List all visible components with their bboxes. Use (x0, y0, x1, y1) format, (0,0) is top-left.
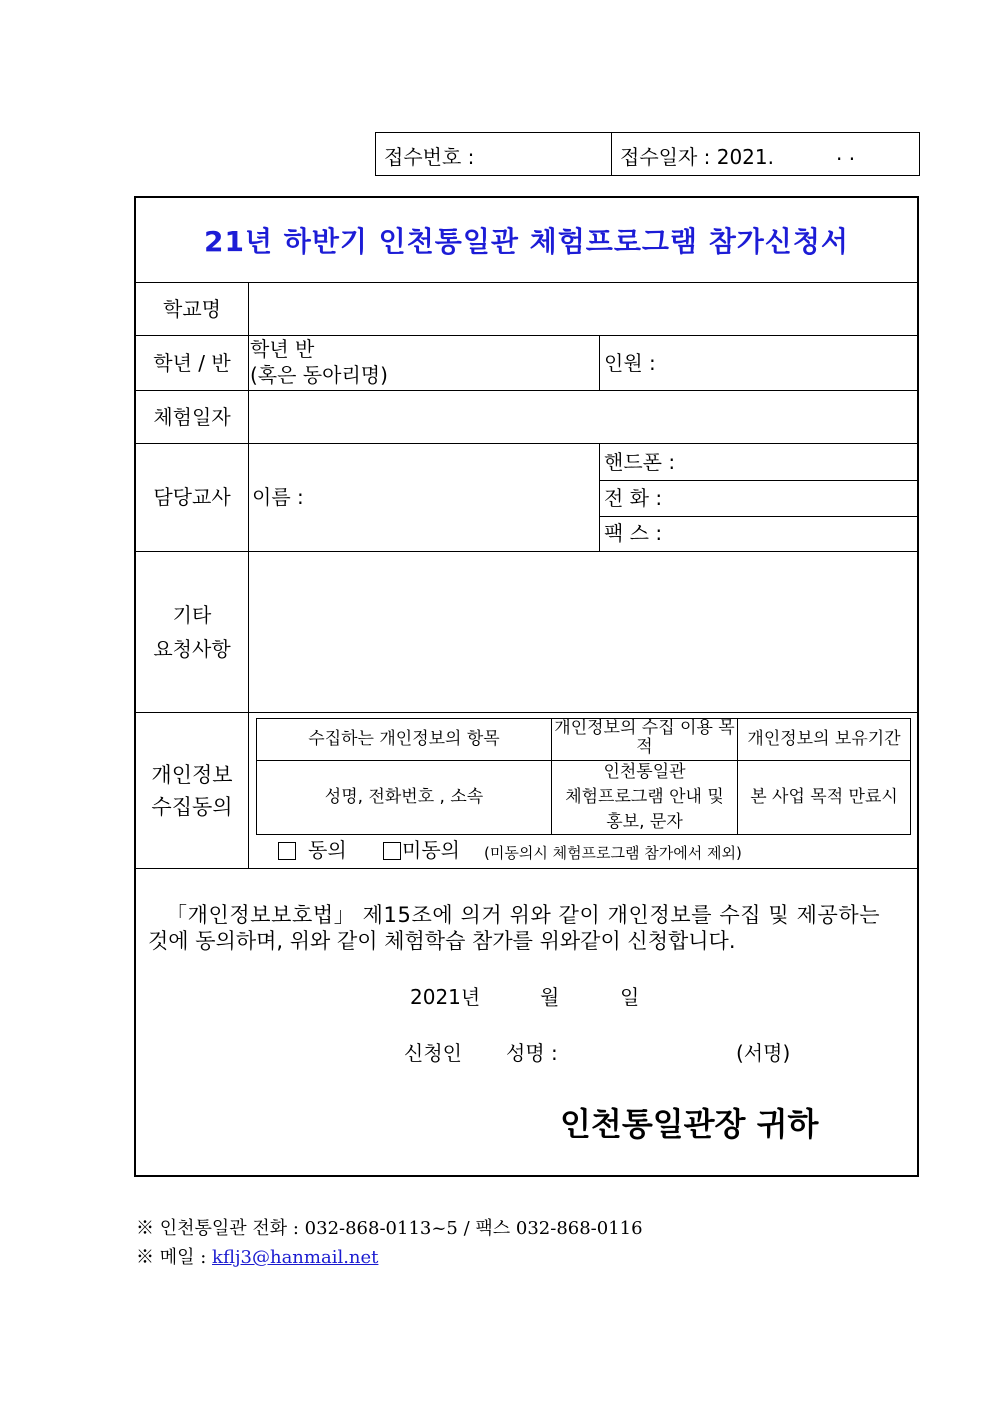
receipt-divider (611, 133, 612, 175)
statement-line2: 것에 동의하며, 위와 같이 체험학습 참가를 위와같이 신청합니다. (148, 929, 736, 953)
divider-privacy (136, 868, 917, 869)
other-label-line2: 요청사항 (153, 637, 231, 661)
applicant-name-label: 성명 : (506, 1041, 558, 1065)
consent-value-purpose-line2: 체험프로그램 안내 및 (565, 787, 724, 807)
footer-mail (136, 1243, 378, 1269)
disagree-checkbox[interactable] (383, 842, 401, 860)
date-day: 일 (620, 985, 640, 1009)
grade-class-label: 학년 / 반 (153, 351, 231, 375)
consent-value-period: 본 사업 목적 만료시 (750, 787, 898, 807)
other-label-line1: 기타 (172, 603, 212, 627)
divider-title (136, 282, 917, 283)
disagree-note: (미동의시 체험프로그램 참가에서 제외) (484, 844, 742, 862)
label-column-divider (248, 282, 249, 868)
grade-class-value-line2: (혹은 동아리명) (250, 363, 388, 387)
privacy-label-line2: 수집동의 (151, 795, 233, 819)
applicant-label: 신청인 (404, 1041, 462, 1065)
divider-teacher (136, 551, 917, 552)
teacher-contact-divider (599, 443, 600, 551)
statement-line1: 「개인정보보호법」 제15조에 의거 위와 같이 개인정보를 수집 및 제공하는 (166, 903, 881, 927)
divider-date (136, 443, 917, 444)
school-label: 학교명 (163, 297, 221, 321)
consent-value-purpose-line3: 홍보, 문자 (606, 812, 683, 832)
teacher-label: 담당교사 (153, 485, 231, 509)
form-title: 21년 하반기 인천통일관 체험프로그램 참가신청서 (204, 225, 849, 258)
disagree-label: 미동의 (402, 838, 460, 862)
privacy-label-line1: 개인정보 (151, 763, 233, 787)
receipt-box (375, 132, 920, 176)
receipt-number-label: 접수번호 : (384, 145, 475, 169)
mobile-label: 핸드폰 : (604, 450, 676, 474)
divider-other (136, 712, 917, 713)
email-link[interactable]: kflj3@hanmail.net (212, 1247, 379, 1268)
date-month: 월 (540, 985, 560, 1009)
divider-grade (136, 390, 917, 391)
grade-class-value-line1: 학년 반 (250, 337, 315, 361)
divider-phone (599, 516, 917, 517)
signature-label: (서명) (736, 1041, 791, 1065)
consent-value-purpose-line1: 인천통일관 (603, 762, 686, 782)
footer-mail-label: ※ 메일 : (136, 1247, 207, 1268)
addressee: 인천통일관장 귀하 (560, 1105, 819, 1143)
phone-label: 전 화 : (604, 486, 663, 510)
agree-label: 동의 (308, 838, 347, 862)
teacher-name-label: 이름 : (252, 485, 304, 509)
consent-header-purpose: 개인정보의 수집 이용 목적 (554, 718, 735, 757)
consent-header-items: 수집하는 개인정보의 항목 (308, 729, 500, 749)
experience-date-label: 체험일자 (153, 405, 231, 429)
date-year: 2021년 (410, 985, 481, 1009)
consent-value-items: 성명, 전화번호 , 소속 (324, 787, 484, 807)
footer-contact: ※ 인천통일관 전화 : 032-868-0113~5 / 팩스 032-868-0116 (136, 1218, 643, 1239)
application-form (134, 196, 919, 1177)
fax-label: 팩 스 : (604, 521, 663, 545)
grade-headcount-divider (599, 335, 600, 390)
receipt-date-label: 접수일자 : 2021. (620, 145, 774, 169)
agree-checkbox[interactable] (278, 842, 296, 860)
headcount-label: 인원 : (604, 351, 656, 375)
consent-table (256, 718, 911, 835)
divider-mobile (599, 480, 917, 481)
consent-header-period: 개인정보의 보유기간 (747, 729, 901, 749)
receipt-date-dots: . . (836, 141, 856, 165)
